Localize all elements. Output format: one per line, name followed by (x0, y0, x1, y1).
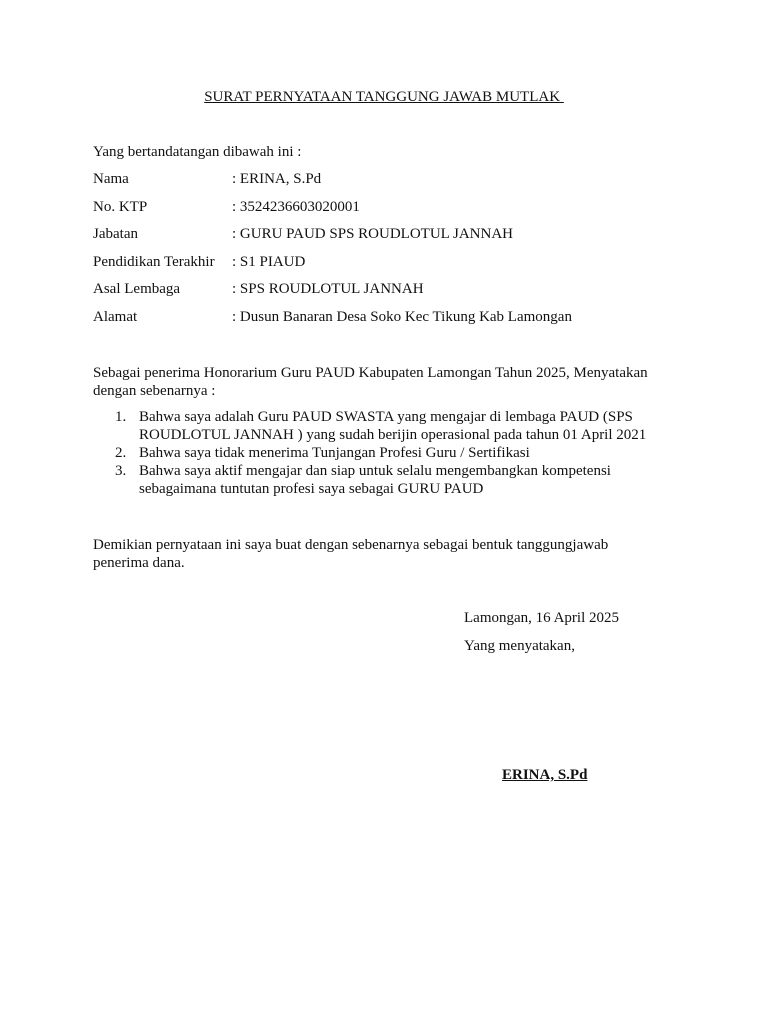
point-number: 1. (115, 409, 127, 425)
field-value: : GURU PAUD SPS ROUDLOTUL JANNAH (232, 226, 514, 243)
statement-points (93, 408, 683, 498)
point-number: 2. (115, 445, 127, 461)
field-label: Jabatan (93, 226, 138, 243)
statement-paragraph: Sebagai penerima Honorarium Guru PAUD Kabupaten Lamongan Tahun 2025, Menyatakan dengan sebenarnya : (93, 365, 648, 399)
point-number: 3. (115, 463, 127, 479)
signer-name: ERINA, S.Pd (502, 767, 588, 783)
point-text: Bahwa saya tidak menerima Tunjangan Profesi Guru / Sertifikasi (139, 445, 530, 461)
place-date: Lamongan, 16 April 2025 (464, 610, 619, 626)
list-item (93, 444, 683, 462)
declarant-label: Yang menyatakan, (464, 638, 575, 654)
field-label: Alamat (93, 308, 138, 325)
field-value: : ERINA, S.Pd (232, 171, 322, 187)
field-label: Pendidikan Terakhir (93, 253, 215, 270)
document-title: SURAT PERNYATAAN TANGGUNG JAWAB MUTLAK (204, 89, 564, 105)
field-value: : S1 PIAUD (232, 253, 306, 270)
list-item (93, 408, 683, 444)
field-value: : Dusun Banaran Desa Soko Kec Tikung Kab Lamongan (232, 308, 572, 325)
field-value: : SPS ROUDLOTUL JANNAH (232, 281, 424, 298)
field-value: : 3524236603020001 (232, 198, 360, 215)
point-text: Bahwa saya aktif mengajar dan siap untuk selalu mengembangkan kompetensi sebagaimana tuntutan profesi saya sebagai GURU PAUD (139, 463, 611, 497)
field-label: No. KTP (93, 198, 148, 215)
opening-line: Yang bertandatangan dibawah ini : (93, 144, 302, 160)
point-text: Bahwa saya adalah Guru PAUD SWASTA yang mengajar di lembaga PAUD (SPS ROUDLOTUL JANNAH ) yang sudah berijin operasional pada tahun 01 April 2021 (139, 409, 647, 443)
list-item (93, 462, 683, 498)
closing-paragraph: Demikian pernyataan ini saya buat dengan sebenarnya sebagai bentuk tanggungjawab penerima dana. (93, 537, 609, 571)
field-label: Asal Lembaga (93, 281, 181, 298)
field-label: Nama (93, 171, 129, 187)
